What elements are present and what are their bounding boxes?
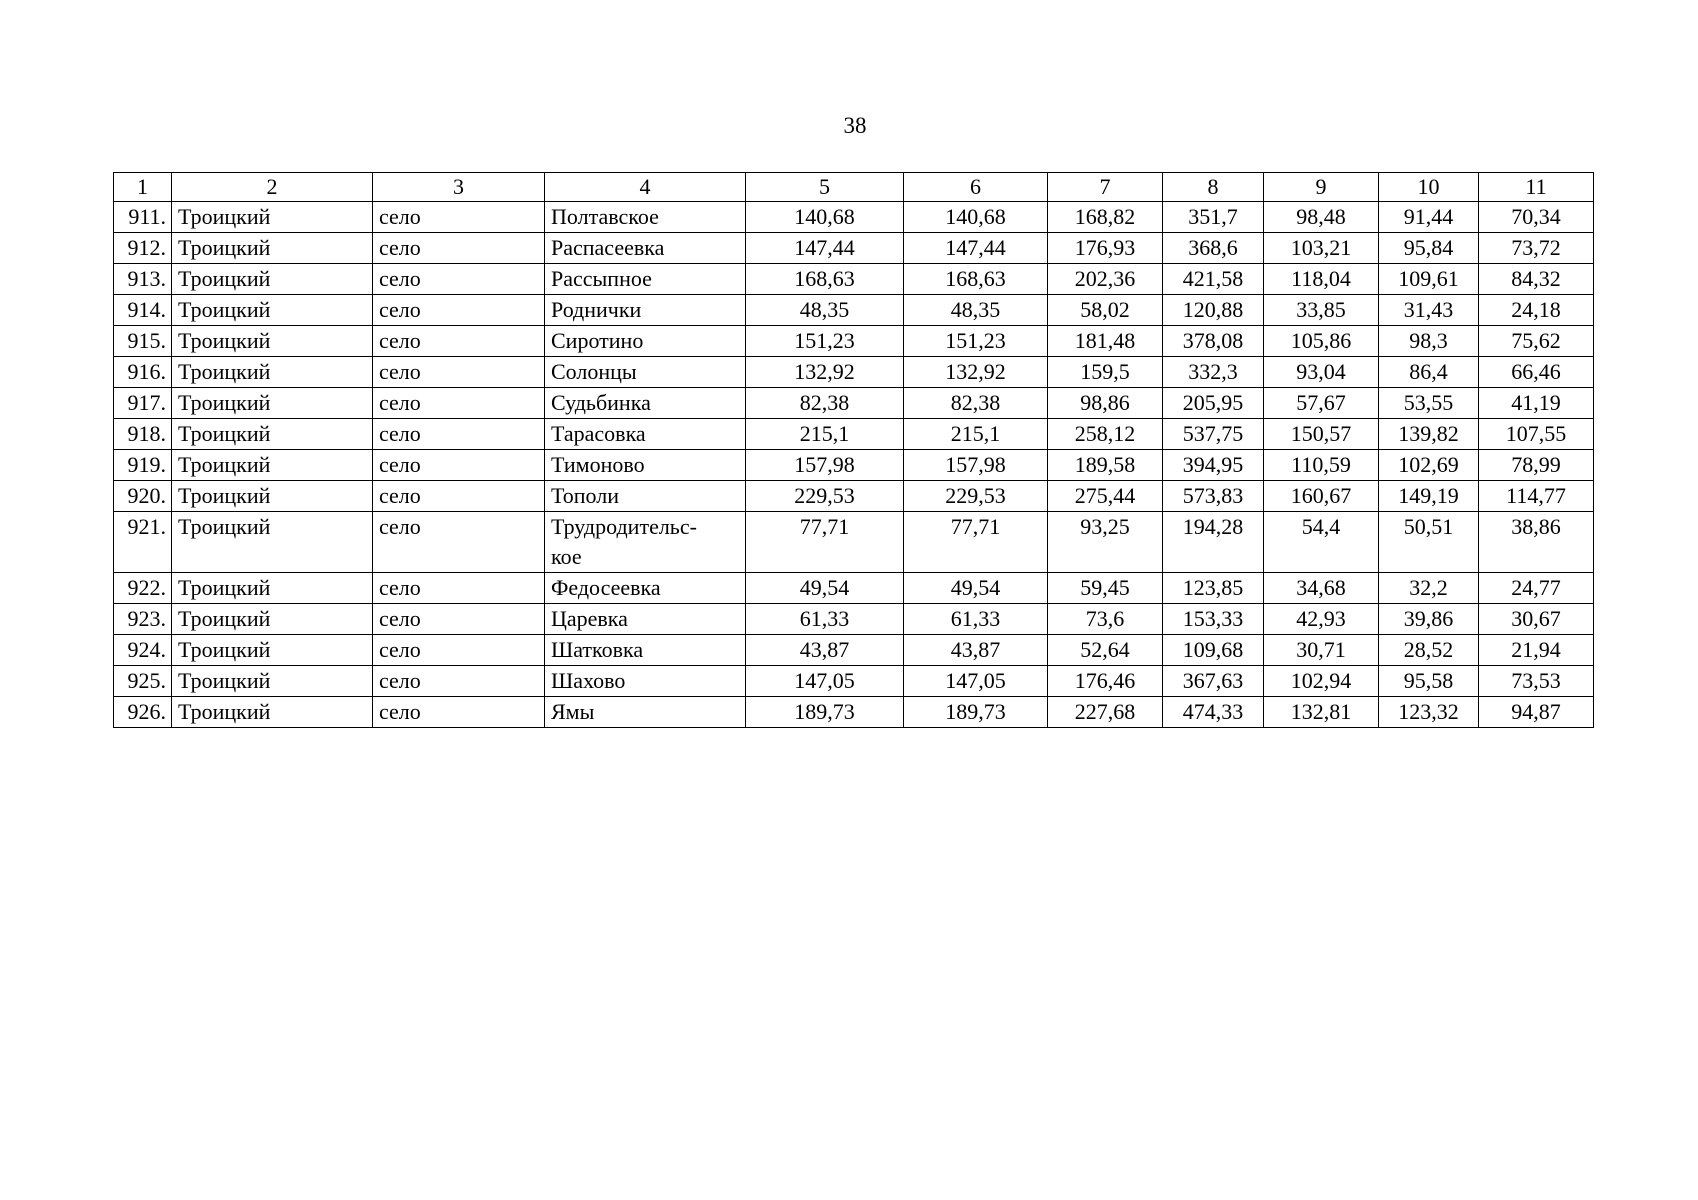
value-col9-cell: 110,59 bbox=[1264, 450, 1379, 481]
table-row bbox=[114, 481, 1594, 512]
value-col9-cell: 93,04 bbox=[1264, 357, 1379, 388]
value-col7-cell: 52,64 bbox=[1048, 635, 1163, 666]
value-col11-cell: 30,67 bbox=[1479, 604, 1594, 635]
value-col11-cell: 73,53 bbox=[1479, 666, 1594, 697]
value-col8-cell: 394,95 bbox=[1163, 450, 1264, 481]
district-cell: Троицкий bbox=[172, 512, 373, 573]
value-col8-cell: 378,08 bbox=[1163, 326, 1264, 357]
settlement-type-cell: село bbox=[373, 481, 545, 512]
settlement-name-cell: Шатковка bbox=[545, 635, 746, 666]
row-number-cell: 920. bbox=[114, 481, 172, 512]
settlement-type-cell: село bbox=[373, 635, 545, 666]
settlement-name-cell: Роднички bbox=[545, 295, 746, 326]
value-col8-cell: 120,88 bbox=[1163, 295, 1264, 326]
value-col9-cell: 118,04 bbox=[1264, 264, 1379, 295]
value-col10-cell: 149,19 bbox=[1379, 481, 1479, 512]
row-number-cell: 922. bbox=[114, 573, 172, 604]
value-col6-cell: 82,38 bbox=[904, 388, 1048, 419]
value-col5-cell: 157,98 bbox=[746, 450, 904, 481]
value-col8-cell: 123,85 bbox=[1163, 573, 1264, 604]
district-cell: Троицкий bbox=[172, 635, 373, 666]
value-col11-cell: 84,32 bbox=[1479, 264, 1594, 295]
value-col8-cell: 474,33 bbox=[1163, 697, 1264, 728]
value-col6-cell: 215,1 bbox=[904, 419, 1048, 450]
value-col5-cell: 77,71 bbox=[746, 512, 904, 573]
district-cell: Троицкий bbox=[172, 419, 373, 450]
value-col11-cell: 75,62 bbox=[1479, 326, 1594, 357]
settlement-type-cell: село bbox=[373, 573, 545, 604]
value-col11-cell: 24,18 bbox=[1479, 295, 1594, 326]
settlement-type-cell: село bbox=[373, 419, 545, 450]
value-col10-cell: 109,61 bbox=[1379, 264, 1479, 295]
table-row bbox=[114, 295, 1594, 326]
row-number-cell: 914. bbox=[114, 295, 172, 326]
page-number: 38 bbox=[843, 113, 867, 138]
table-row bbox=[114, 326, 1594, 357]
settlement-name-cell: Ямы bbox=[545, 697, 746, 728]
row-number-cell: 911. bbox=[114, 202, 172, 233]
value-col11-cell: 70,34 bbox=[1479, 202, 1594, 233]
value-col9-cell: 30,71 bbox=[1264, 635, 1379, 666]
value-col11-cell: 94,87 bbox=[1479, 697, 1594, 728]
value-col5-cell: 168,63 bbox=[746, 264, 904, 295]
value-col6-cell: 229,53 bbox=[904, 481, 1048, 512]
value-col9-cell: 98,48 bbox=[1264, 202, 1379, 233]
value-col8-cell: 367,63 bbox=[1163, 666, 1264, 697]
value-col9-cell: 34,68 bbox=[1264, 573, 1379, 604]
table-row bbox=[114, 635, 1594, 666]
value-col5-cell: 140,68 bbox=[746, 202, 904, 233]
column-header: 7 bbox=[1048, 173, 1163, 202]
table-row bbox=[114, 604, 1594, 635]
column-header: 5 bbox=[746, 173, 904, 202]
value-col7-cell: 59,45 bbox=[1048, 573, 1163, 604]
value-col6-cell: 61,33 bbox=[904, 604, 1048, 635]
district-cell: Троицкий bbox=[172, 233, 373, 264]
district-cell: Троицкий bbox=[172, 697, 373, 728]
settlement-type-cell: село bbox=[373, 295, 545, 326]
table-row bbox=[114, 233, 1594, 264]
settlement-type-cell: село bbox=[373, 604, 545, 635]
settlement-name-cell: Солонцы bbox=[545, 357, 746, 388]
value-col10-cell: 86,4 bbox=[1379, 357, 1479, 388]
district-cell: Троицкий bbox=[172, 666, 373, 697]
row-number-cell: 923. bbox=[114, 604, 172, 635]
table-row bbox=[114, 202, 1594, 233]
value-col9-cell: 33,85 bbox=[1264, 295, 1379, 326]
row-number-cell: 921. bbox=[114, 512, 172, 573]
value-col8-cell: 153,33 bbox=[1163, 604, 1264, 635]
value-col11-cell: 41,19 bbox=[1479, 388, 1594, 419]
value-col10-cell: 95,84 bbox=[1379, 233, 1479, 264]
value-col5-cell: 49,54 bbox=[746, 573, 904, 604]
table-row bbox=[114, 419, 1594, 450]
table-row bbox=[114, 573, 1594, 604]
value-col6-cell: 132,92 bbox=[904, 357, 1048, 388]
settlement-type-cell: село bbox=[373, 233, 545, 264]
value-col9-cell: 102,94 bbox=[1264, 666, 1379, 697]
value-col6-cell: 43,87 bbox=[904, 635, 1048, 666]
value-col11-cell: 21,94 bbox=[1479, 635, 1594, 666]
row-number-cell: 924. bbox=[114, 635, 172, 666]
value-col7-cell: 202,36 bbox=[1048, 264, 1163, 295]
column-header: 10 bbox=[1379, 173, 1479, 202]
settlement-name-cell: Распасеевка bbox=[545, 233, 746, 264]
value-col10-cell: 95,58 bbox=[1379, 666, 1479, 697]
value-col5-cell: 147,05 bbox=[746, 666, 904, 697]
value-col10-cell: 98,3 bbox=[1379, 326, 1479, 357]
value-col11-cell: 38,86 bbox=[1479, 512, 1594, 573]
value-col8-cell: 368,6 bbox=[1163, 233, 1264, 264]
value-col11-cell: 66,46 bbox=[1479, 357, 1594, 388]
column-header: 9 bbox=[1264, 173, 1379, 202]
value-col6-cell: 77,71 bbox=[904, 512, 1048, 573]
row-number-cell: 915. bbox=[114, 326, 172, 357]
settlement-type-cell: село bbox=[373, 666, 545, 697]
value-col8-cell: 421,58 bbox=[1163, 264, 1264, 295]
value-col6-cell: 189,73 bbox=[904, 697, 1048, 728]
row-number-cell: 925. bbox=[114, 666, 172, 697]
value-col8-cell: 573,83 bbox=[1163, 481, 1264, 512]
value-col7-cell: 168,82 bbox=[1048, 202, 1163, 233]
value-col11-cell: 73,72 bbox=[1479, 233, 1594, 264]
value-col5-cell: 48,35 bbox=[746, 295, 904, 326]
settlement-name-cell: Рассыпное bbox=[545, 264, 746, 295]
settlement-name-cell: Сиротино bbox=[545, 326, 746, 357]
column-header: 2 bbox=[172, 173, 373, 202]
table-row bbox=[114, 388, 1594, 419]
value-col7-cell: 93,25 bbox=[1048, 512, 1163, 573]
value-col6-cell: 147,44 bbox=[904, 233, 1048, 264]
value-col10-cell: 53,55 bbox=[1379, 388, 1479, 419]
column-header: 8 bbox=[1163, 173, 1264, 202]
district-cell: Троицкий bbox=[172, 357, 373, 388]
value-col10-cell: 102,69 bbox=[1379, 450, 1479, 481]
district-cell: Троицкий bbox=[172, 573, 373, 604]
settlement-type-cell: село bbox=[373, 388, 545, 419]
value-col10-cell: 91,44 bbox=[1379, 202, 1479, 233]
value-col11-cell: 78,99 bbox=[1479, 450, 1594, 481]
value-col10-cell: 123,32 bbox=[1379, 697, 1479, 728]
district-cell: Троицкий bbox=[172, 264, 373, 295]
value-col11-cell: 114,77 bbox=[1479, 481, 1594, 512]
value-col6-cell: 49,54 bbox=[904, 573, 1048, 604]
value-col9-cell: 54,4 bbox=[1264, 512, 1379, 573]
value-col8-cell: 351,7 bbox=[1163, 202, 1264, 233]
column-header: 11 bbox=[1479, 173, 1594, 202]
value-col5-cell: 132,92 bbox=[746, 357, 904, 388]
value-col5-cell: 189,73 bbox=[746, 697, 904, 728]
settlement-name-cell: Полтавское bbox=[545, 202, 746, 233]
settlement-name-cell: Судьбинка bbox=[545, 388, 746, 419]
value-col5-cell: 82,38 bbox=[746, 388, 904, 419]
table-row bbox=[114, 697, 1594, 728]
row-number-cell: 917. bbox=[114, 388, 172, 419]
value-col9-cell: 105,86 bbox=[1264, 326, 1379, 357]
value-col10-cell: 139,82 bbox=[1379, 419, 1479, 450]
value-col7-cell: 176,46 bbox=[1048, 666, 1163, 697]
value-col6-cell: 147,05 bbox=[904, 666, 1048, 697]
table-row bbox=[114, 264, 1594, 295]
value-col6-cell: 151,23 bbox=[904, 326, 1048, 357]
value-col10-cell: 28,52 bbox=[1379, 635, 1479, 666]
value-col9-cell: 160,67 bbox=[1264, 481, 1379, 512]
value-col7-cell: 58,02 bbox=[1048, 295, 1163, 326]
district-cell: Троицкий bbox=[172, 295, 373, 326]
value-col7-cell: 181,48 bbox=[1048, 326, 1163, 357]
header-row bbox=[114, 173, 1594, 202]
value-col7-cell: 275,44 bbox=[1048, 481, 1163, 512]
row-number-cell: 918. bbox=[114, 419, 172, 450]
value-col6-cell: 157,98 bbox=[904, 450, 1048, 481]
value-col8-cell: 109,68 bbox=[1163, 635, 1264, 666]
value-col9-cell: 132,81 bbox=[1264, 697, 1379, 728]
value-col8-cell: 332,3 bbox=[1163, 357, 1264, 388]
value-col9-cell: 150,57 bbox=[1264, 419, 1379, 450]
value-col5-cell: 215,1 bbox=[746, 419, 904, 450]
table-row bbox=[114, 357, 1594, 388]
value-col9-cell: 103,21 bbox=[1264, 233, 1379, 264]
settlement-type-cell: село bbox=[373, 357, 545, 388]
settlements-table bbox=[113, 172, 1594, 728]
column-header: 4 bbox=[545, 173, 746, 202]
settlement-type-cell: село bbox=[373, 450, 545, 481]
settlement-name-cell: Тимоново bbox=[545, 450, 746, 481]
value-col6-cell: 140,68 bbox=[904, 202, 1048, 233]
settlement-type-cell: село bbox=[373, 326, 545, 357]
value-col8-cell: 537,75 bbox=[1163, 419, 1264, 450]
value-col7-cell: 258,12 bbox=[1048, 419, 1163, 450]
district-cell: Троицкий bbox=[172, 481, 373, 512]
row-number-cell: 913. bbox=[114, 264, 172, 295]
district-cell: Троицкий bbox=[172, 388, 373, 419]
value-col9-cell: 42,93 bbox=[1264, 604, 1379, 635]
row-number-cell: 926. bbox=[114, 697, 172, 728]
settlement-name-cell: Шахово bbox=[545, 666, 746, 697]
column-header: 6 bbox=[904, 173, 1048, 202]
value-col11-cell: 107,55 bbox=[1479, 419, 1594, 450]
settlement-name-cell: Царевка bbox=[545, 604, 746, 635]
district-cell: Троицкий bbox=[172, 450, 373, 481]
value-col5-cell: 43,87 bbox=[746, 635, 904, 666]
value-col11-cell: 24,77 bbox=[1479, 573, 1594, 604]
settlement-type-cell: село bbox=[373, 512, 545, 573]
settlement-type-cell: село bbox=[373, 202, 545, 233]
value-col6-cell: 48,35 bbox=[904, 295, 1048, 326]
value-col8-cell: 205,95 bbox=[1163, 388, 1264, 419]
table-row bbox=[114, 450, 1594, 481]
settlement-name-cell: Тарасовка bbox=[545, 419, 746, 450]
district-cell: Троицкий bbox=[172, 326, 373, 357]
value-col10-cell: 39,86 bbox=[1379, 604, 1479, 635]
value-col7-cell: 227,68 bbox=[1048, 697, 1163, 728]
value-col8-cell: 194,28 bbox=[1163, 512, 1264, 573]
settlement-name-cell: Тополи bbox=[545, 481, 746, 512]
value-col5-cell: 147,44 bbox=[746, 233, 904, 264]
column-header: 3 bbox=[373, 173, 545, 202]
row-number-cell: 916. bbox=[114, 357, 172, 388]
value-col6-cell: 168,63 bbox=[904, 264, 1048, 295]
value-col10-cell: 31,43 bbox=[1379, 295, 1479, 326]
settlement-type-cell: село bbox=[373, 697, 545, 728]
value-col5-cell: 151,23 bbox=[746, 326, 904, 357]
value-col7-cell: 159,5 bbox=[1048, 357, 1163, 388]
table-row bbox=[114, 666, 1594, 697]
value-col7-cell: 98,86 bbox=[1048, 388, 1163, 419]
column-header: 1 bbox=[114, 173, 172, 202]
value-col5-cell: 61,33 bbox=[746, 604, 904, 635]
district-cell: Троицкий bbox=[172, 604, 373, 635]
value-col7-cell: 176,93 bbox=[1048, 233, 1163, 264]
value-col9-cell: 57,67 bbox=[1264, 388, 1379, 419]
value-col5-cell: 229,53 bbox=[746, 481, 904, 512]
value-col7-cell: 189,58 bbox=[1048, 450, 1163, 481]
value-col10-cell: 32,2 bbox=[1379, 573, 1479, 604]
district-cell: Троицкий bbox=[172, 202, 373, 233]
value-col7-cell: 73,6 bbox=[1048, 604, 1163, 635]
settlement-name-cell: Федосеевка bbox=[545, 573, 746, 604]
value-col10-cell: 50,51 bbox=[1379, 512, 1479, 573]
table-row bbox=[114, 512, 1594, 573]
row-number-cell: 919. bbox=[114, 450, 172, 481]
settlement-name-cell: Трудродительс- кое bbox=[545, 512, 746, 573]
row-number-cell: 912. bbox=[114, 233, 172, 264]
settlement-type-cell: село bbox=[373, 264, 545, 295]
